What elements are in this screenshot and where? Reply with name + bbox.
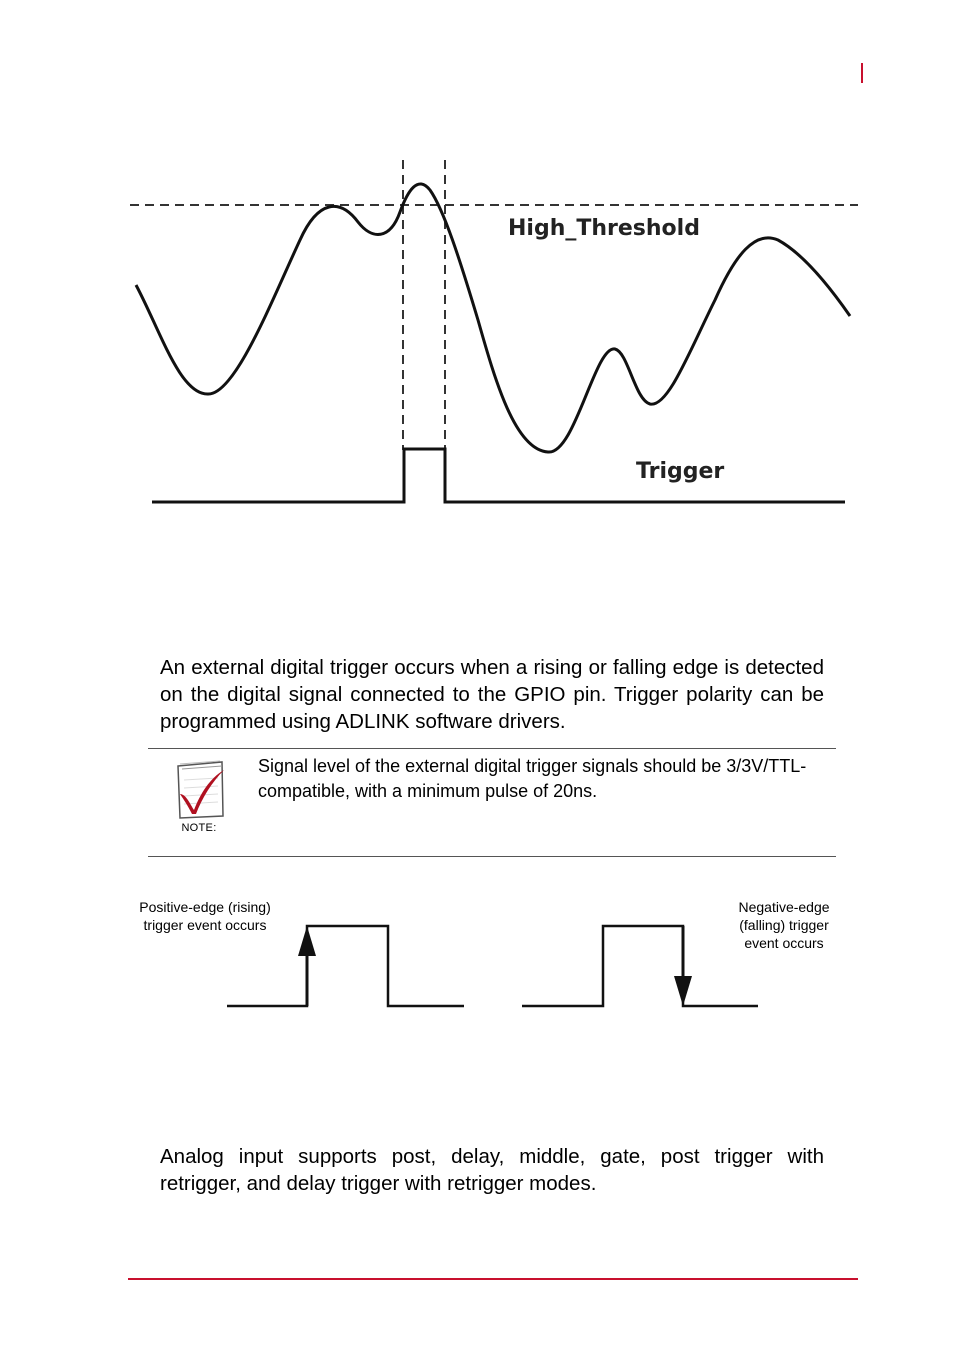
edge-trigger-figure bbox=[0, 900, 954, 1020]
note-text: Signal level of the external digital trigger signals should be 3/3V/TTL-compatible, with a minimum pulse of 20ns. bbox=[258, 756, 807, 801]
note-label: NOTE: bbox=[181, 822, 217, 834]
positive-edge-label: Positive-edge (rising) trigger event occurs bbox=[139, 899, 271, 933]
negative-edge-label: Negative-edge (falling) trigger event occurs bbox=[738, 899, 830, 951]
analog-input-modes-paragraph: Analog input supports post, delay, middle, gate, post trigger with retrigger, and delay trigger with retrigger modes. bbox=[160, 1145, 824, 1195]
rising-arrow-head bbox=[298, 926, 316, 956]
negative-edge-pulse bbox=[522, 926, 758, 1006]
trigger-label: Trigger bbox=[636, 459, 725, 484]
note-top-rule bbox=[148, 748, 836, 749]
positive-edge-pulse bbox=[227, 926, 464, 1006]
falling-arrow-head bbox=[674, 976, 692, 1006]
high-threshold-label: High_Threshold bbox=[508, 216, 700, 241]
footer-accent-rule bbox=[128, 1278, 858, 1280]
threshold-trigger-figure bbox=[0, 0, 954, 560]
checkmark-note-icon bbox=[172, 758, 228, 822]
note-bottom-rule bbox=[148, 856, 836, 857]
analog-signal-waveform bbox=[136, 184, 850, 452]
external-trigger-paragraph: An external digital trigger occurs when a rising or falling edge is detected on the digital signal connected to the GPIO pin. Trigger polarity can be programmed using ADLINK software drivers. bbox=[160, 656, 824, 733]
trigger-pulse-signal bbox=[152, 449, 845, 502]
